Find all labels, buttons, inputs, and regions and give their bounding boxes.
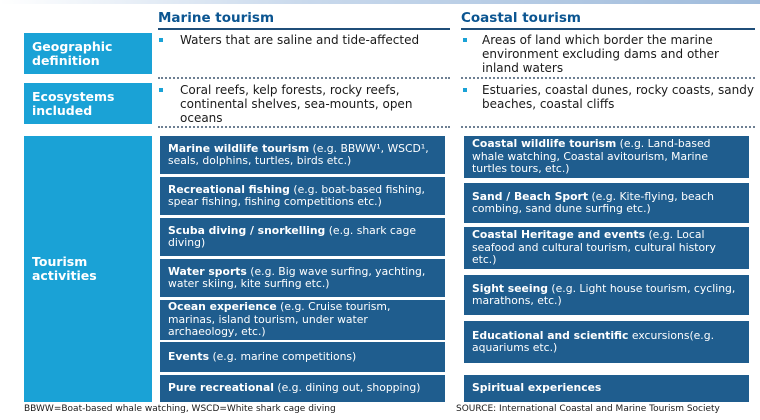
activity-title: Sight seeing	[472, 281, 548, 295]
activity-title: Coastal Heritage and events	[472, 228, 646, 242]
activity-detail: (e.g. Land-based whale watching, Coastal avitourism, Marine turtles tours, etc.)	[472, 137, 711, 176]
activity-detail: (e.g. boat-based fishing, spear fishing, fishing competitions etc.)	[168, 182, 425, 208]
bullet-marker	[463, 38, 467, 42]
activity-title: Marine wildlife tourism	[168, 141, 310, 155]
tourism-activities-label: Tourism activities	[24, 136, 152, 402]
bullet-marker	[463, 88, 467, 92]
coastal-activity-box	[464, 227, 749, 269]
marine-activity-box	[160, 300, 445, 340]
marine-activity-box	[160, 218, 445, 256]
activity-title: Pure recreational	[168, 381, 274, 395]
activity-detail: excursions(e.g. aquariums etc.)	[472, 328, 715, 354]
footnote-abbreviations: BBWW=Boat-based whale watching, WSCD=White shark cage diving	[24, 404, 336, 414]
bullet-marker	[159, 88, 163, 92]
geographic-definition-label: Geographic definition	[24, 33, 152, 74]
coastal-activity-box	[464, 321, 749, 363]
row-divider	[461, 77, 755, 79]
activity-title: Sand / Beach Sport	[472, 189, 589, 203]
marine-activity-box	[160, 375, 445, 402]
coastal-activity-box	[464, 136, 749, 178]
row-divider	[158, 126, 450, 128]
coastal-activity-box	[464, 183, 749, 223]
marine-activity-box	[160, 177, 445, 215]
ecosystems-included-label: Ecosystems included	[24, 83, 152, 124]
coastal-activity-box	[464, 375, 749, 402]
activity-detail: (e.g. shark cage diving)	[168, 223, 416, 249]
row-divider	[461, 126, 755, 128]
activity-detail: (e.g. Light house tourism, cycling, marathons, etc.)	[472, 281, 736, 307]
activity-detail: (e.g. Cruise tourism, marinas, island tourism, under water archaeology, etc.)	[168, 300, 391, 339]
ecosystems-marine-text: Coral reefs, kelp forests, rocky reefs, continental shelves, sea-mounts, open oceans	[180, 83, 413, 125]
coastal-activity-box	[464, 275, 749, 315]
activity-title: Spiritual experiences	[472, 381, 602, 395]
activity-detail: (e.g. marine competitions)	[209, 349, 357, 363]
marine-activity-box	[160, 259, 445, 297]
coastal-tourism-header: Coastal tourism	[461, 10, 581, 26]
activity-title: Events	[168, 349, 210, 363]
activity-detail: (e.g. dining out, shopping)	[273, 381, 421, 395]
ecosystems-coastal-text: Estuaries, coastal dunes, rocky coasts, sandy beaches, coastal cliffs	[482, 83, 754, 111]
activity-title: Educational and scientific	[472, 328, 629, 342]
footnote-source: SOURCE: International Coastal and Marine Tourism Society	[456, 404, 720, 414]
activity-detail: (e.g. Big wave surfing, yachting, water skiing, kite surfing etc.)	[168, 264, 426, 290]
activity-detail: (e.g. BBWW¹, WSCD¹, seals, dolphins, turtles, birds etc.)	[168, 141, 429, 167]
coastal-header-underline	[461, 28, 755, 30]
geographic-coastal-text: Areas of land which border the marine environment excluding dams and other inland waters	[482, 33, 719, 75]
marine-activity-box	[160, 136, 445, 174]
top-gradient-rule	[0, 0, 760, 4]
activity-title: Scuba diving / snorkelling	[168, 223, 326, 237]
activity-title: Water sports	[168, 264, 247, 278]
bullet-marker	[159, 38, 163, 42]
activity-detail: (e.g. Kite-flying, beach combing, sand dune surfing etc.)	[472, 189, 714, 215]
geographic-marine-text: Waters that are saline and tide-affected	[180, 33, 420, 47]
marine-activity-box	[160, 342, 445, 372]
activity-title: Coastal wildlife tourism	[472, 137, 617, 151]
activity-detail: (e.g. Local seafood and cultural tourism, cultural history etc.)	[472, 228, 716, 267]
activity-title: Recreational fishing	[168, 182, 290, 196]
row-divider	[158, 77, 450, 79]
marine-tourism-header: Marine tourism	[158, 10, 275, 26]
activity-title: Ocean experience	[168, 300, 277, 314]
marine-header-underline	[158, 28, 450, 30]
